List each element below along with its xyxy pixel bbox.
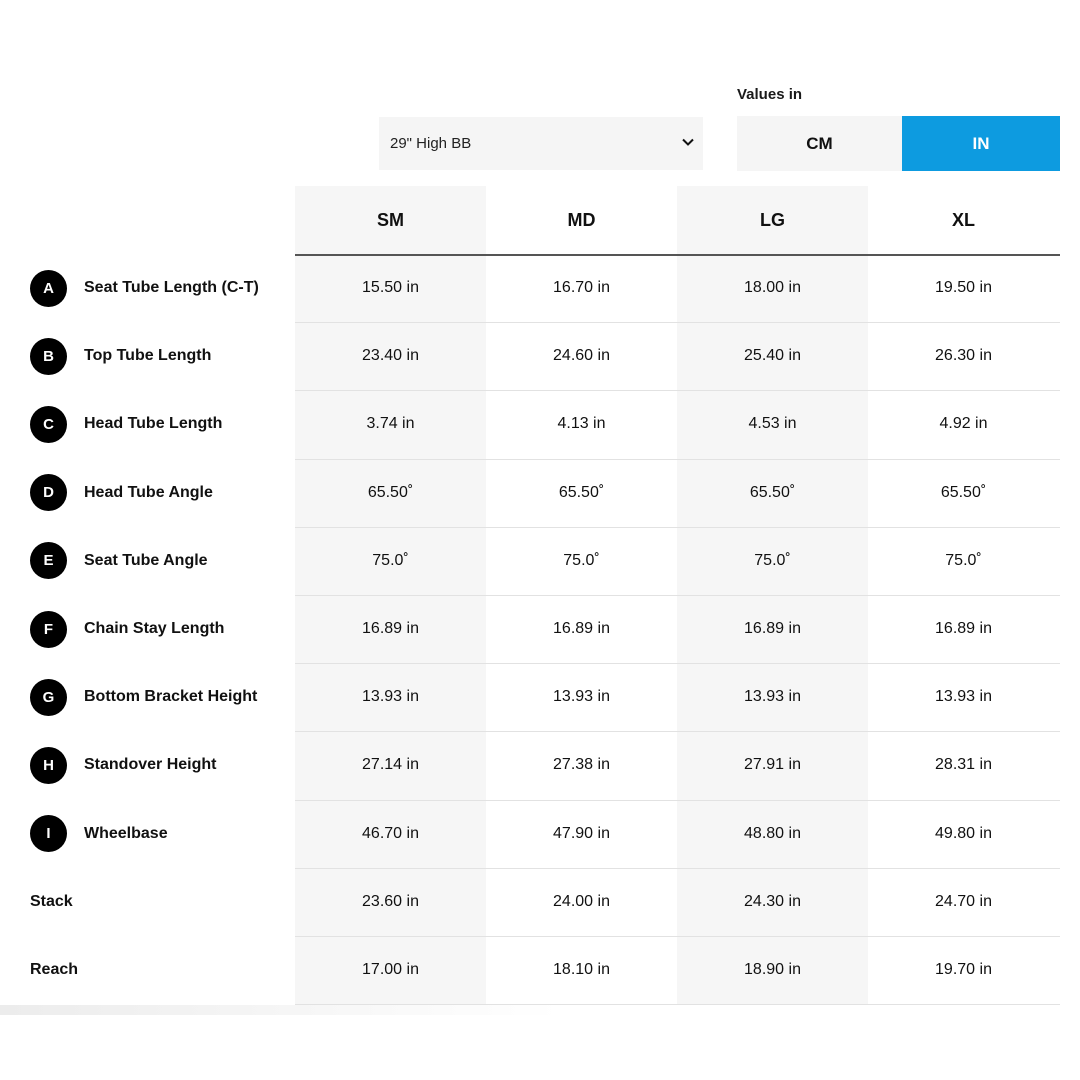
table-cell: 24.00 in [553,892,610,910]
table-cell: 19.70 in [935,961,992,978]
table-cell: 75.0˚ [945,551,982,569]
table-cell: 4.13 in [557,415,606,433]
row-badge: E [30,542,67,579]
table-cell: 18.90 in [744,961,801,978]
row-label [30,390,222,458]
table-cell: 24.30 in [744,892,801,910]
table-cell: 13.93 in [935,688,992,706]
table-cell: 16.89 in [744,620,801,637]
row-label-text: Reach [30,961,79,978]
table-cell: 27.91 in [744,756,801,774]
table-cell: 13.93 in [362,688,419,706]
unit-cm-button[interactable]: CM [737,116,902,171]
table-cell: 23.40 in [362,347,419,365]
size-header-md: MD [567,209,596,230]
row-label-text: Wheelbase [84,824,168,842]
table-cell: 28.31 in [935,756,992,774]
row-badge: H [30,747,67,784]
table-cell: 48.80 in [744,824,801,842]
wheel-config-select[interactable] [379,117,703,170]
row-label-text: Standover Height [84,756,217,774]
table-cell: 27.14 in [362,756,419,774]
table-cell: 75.0˚ [372,551,409,569]
table-cell: 18.10 in [553,961,610,978]
row-badge: B [30,338,67,375]
row-badge: G [30,679,67,716]
row-badge: A [30,270,67,307]
row-label [30,868,73,936]
row-label-text: Seat Tube Angle [84,551,208,569]
table-cell: 24.60 in [553,347,610,365]
row-label [30,254,259,322]
row-label-text: Top Tube Length [84,347,212,365]
table-cell: 3.74 in [366,415,415,433]
table-cell: 16.89 in [935,620,992,637]
bottom-fade [0,1005,560,1015]
table-cell: 27.38 in [553,756,610,774]
row-label-text: Head Tube Angle [84,483,213,501]
values-in-label: Values in [737,86,803,103]
table-cell: 65.50˚ [749,483,796,501]
table-cell: 16.89 in [553,620,610,637]
table-cell: 18.00 in [744,279,801,296]
table-cell: 75.0˚ [563,551,600,569]
row-label [30,663,257,731]
table-cell: 16.89 in [362,620,419,637]
table-cell: 19.50 in [935,279,992,296]
table-cell: 15.50 in [362,279,419,296]
table-cell: 75.0˚ [754,551,791,569]
size-header-lg: LG [760,209,785,230]
table-cell: 17.00 in [362,961,419,978]
row-label [30,322,211,390]
table-cell: 13.93 in [553,688,610,706]
table-cell: 49.80 in [935,824,992,842]
table-cell: 26.30 in [935,347,992,365]
table-cell: 23.60 in [362,892,419,910]
row-label-text: Seat Tube Length (C-T) [84,279,259,296]
row-label [30,459,213,527]
row-label-text: Bottom Bracket Height [84,688,258,706]
row-label [30,527,208,595]
row-badge: D [30,474,67,511]
row-label [30,595,224,663]
table-cell: 65.50˚ [558,483,605,501]
table-cell: 4.53 in [748,415,797,433]
row-badge: F [30,611,67,648]
wheel-config-value: 29" High BB [390,135,472,152]
row-label-text: Stack [30,892,73,910]
chevron-down-icon [681,135,695,149]
row-label [30,936,78,1004]
table-cell: 25.40 in [744,347,801,365]
table-cell: 16.70 in [553,279,610,296]
table-cell: 24.70 in [935,892,992,910]
size-header-xl: XL [951,209,975,230]
table-cell: 65.50˚ [367,483,414,501]
size-header-sm: SM [377,209,404,230]
unit-in-button[interactable]: IN [902,116,1060,171]
row-label [30,731,216,799]
row-label-text: Chain Stay Length [84,620,225,637]
row-label [30,800,168,868]
row-badge: I [30,815,67,852]
table-cell: 13.93 in [744,688,801,706]
table-cell: 65.50˚ [940,483,987,501]
row-label-text: Head Tube Length [84,415,223,433]
row-badge: C [30,406,67,443]
table-cell: 4.92 in [939,415,988,433]
table-cell: 47.90 in [553,824,610,842]
table-cell: 46.70 in [362,824,419,842]
